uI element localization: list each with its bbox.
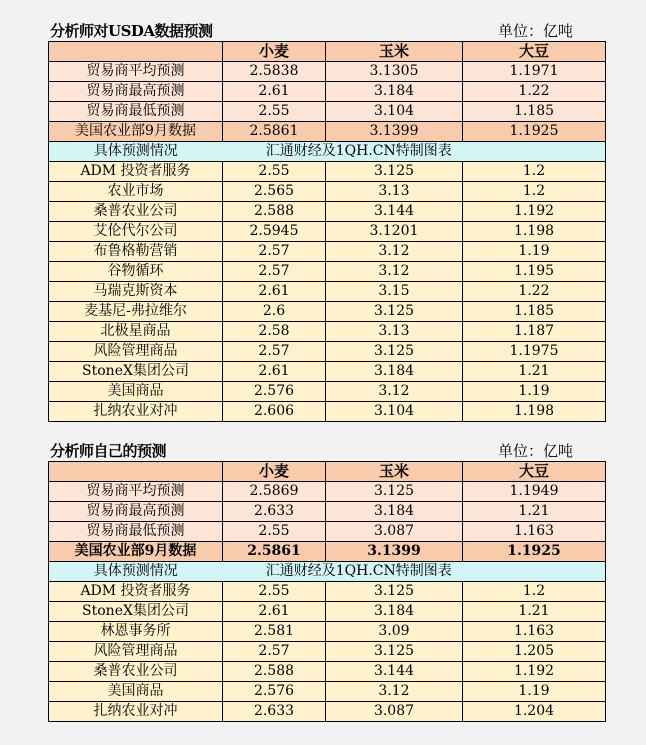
- cell-soybean: 1.187: [463, 322, 606, 342]
- cell-corn: 3.12: [326, 682, 463, 702]
- cell-wheat: 2.606: [223, 402, 326, 422]
- table-row: [49, 642, 606, 662]
- cell-corn: 3.184: [326, 362, 463, 382]
- info-left: 具体预测情况: [49, 142, 223, 162]
- header-soybean: 大豆: [463, 462, 606, 482]
- info-row: [49, 562, 606, 582]
- cell-soybean: 1.2: [463, 162, 606, 182]
- table-row: [49, 602, 606, 622]
- header-row: [49, 42, 606, 62]
- section-title-bar: [48, 442, 605, 461]
- usda-row: [49, 542, 606, 562]
- cell-wheat: 2.55: [223, 162, 326, 182]
- cell-wheat: 2.565: [223, 182, 326, 202]
- cell-label: ADM 投资者服务: [49, 582, 223, 602]
- cell-soybean: 1.185: [463, 102, 606, 122]
- summary-row: [49, 62, 606, 82]
- section-title: 分析师对USDA数据预测: [50, 22, 213, 40]
- cell-label: 林恩事务所: [49, 622, 223, 642]
- cell-corn: 3.104: [326, 102, 463, 122]
- cell-corn: 3.13: [326, 182, 463, 202]
- header-wheat: 小麦: [223, 42, 326, 62]
- cell-label: 贸易商最高预测: [49, 82, 223, 102]
- cell-corn: 3.104: [326, 402, 463, 422]
- table-row: [49, 662, 606, 682]
- table-row: [49, 702, 606, 722]
- cell-label: 美国商品: [49, 382, 223, 402]
- header-corn: 玉米: [326, 42, 463, 62]
- header-label: [49, 462, 223, 482]
- cell-corn: 3.125: [326, 582, 463, 602]
- cell-label: 美国农业部9月数据: [49, 122, 223, 142]
- cell-wheat: 2.633: [223, 502, 326, 522]
- cell-label: 马瑞克斯资本: [49, 282, 223, 302]
- cell-soybean: 1.21: [463, 362, 606, 382]
- cell-wheat: 2.57: [223, 342, 326, 362]
- summary-row: [49, 482, 606, 502]
- header-wheat: 小麦: [223, 462, 326, 482]
- cell-wheat: 2.57: [223, 262, 326, 282]
- cell-soybean: 1.19: [463, 242, 606, 262]
- cell-soybean: 1.198: [463, 402, 606, 422]
- info-source: 汇通财经及1QH.CN特制图表: [265, 143, 452, 159]
- cell-corn: 3.12: [326, 382, 463, 402]
- cell-label: 贸易商最低预测: [49, 522, 223, 542]
- cell-label: 麦基尼-弗拉维尔: [49, 302, 223, 322]
- header-corn: 玉米: [326, 462, 463, 482]
- cell-soybean: 1.19: [463, 382, 606, 402]
- cell-label: StoneX集团公司: [49, 602, 223, 622]
- cell-corn: 3.1305: [326, 62, 463, 82]
- table-row: [49, 622, 606, 642]
- cell-soybean: 1.21: [463, 602, 606, 622]
- cell-label: 桑普农业公司: [49, 662, 223, 682]
- cell-wheat: 2.633: [223, 702, 326, 722]
- cell-wheat: 2.5945: [223, 222, 326, 242]
- table-row: [49, 302, 606, 322]
- cell-corn: 3.1399: [326, 542, 463, 562]
- cell-label: 贸易商平均预测: [49, 62, 223, 82]
- cell-wheat: 2.5861: [223, 542, 326, 562]
- usda-row: [49, 122, 606, 142]
- table-row: [49, 242, 606, 262]
- section-title-bar: [48, 22, 605, 41]
- cell-corn: 3.184: [326, 82, 463, 102]
- cell-soybean: 1.192: [463, 662, 606, 682]
- cell-label: 扎纳农业对冲: [49, 402, 223, 422]
- header-soybean: 大豆: [463, 42, 606, 62]
- cell-wheat: 2.61: [223, 82, 326, 102]
- cell-soybean: 1.192: [463, 202, 606, 222]
- cell-wheat: 2.61: [223, 602, 326, 622]
- cell-wheat: 2.55: [223, 582, 326, 602]
- cell-label: 农业市场: [49, 182, 223, 202]
- table-row: [49, 342, 606, 362]
- cell-wheat: 2.5861: [223, 122, 326, 142]
- cell-corn: 3.087: [326, 522, 463, 542]
- table-row: [49, 262, 606, 282]
- cell-corn: 3.1399: [326, 122, 463, 142]
- cell-wheat: 2.57: [223, 242, 326, 262]
- info-row: [49, 142, 606, 162]
- cell-corn: 3.087: [326, 702, 463, 722]
- cell-wheat: 2.61: [223, 282, 326, 302]
- cell-soybean: 1.1949: [463, 482, 606, 502]
- cell-corn: 3.125: [326, 342, 463, 362]
- cell-wheat: 2.57: [223, 642, 326, 662]
- unit-label: 单位：亿吨: [497, 22, 573, 40]
- cell-wheat: 2.6: [223, 302, 326, 322]
- cell-corn: 3.184: [326, 602, 463, 622]
- table-row: [49, 682, 606, 702]
- cell-label: 北极星商品: [49, 322, 223, 342]
- cell-wheat: 2.55: [223, 102, 326, 122]
- cell-soybean: 1.22: [463, 82, 606, 102]
- forecast-section-2: [48, 442, 605, 722]
- cell-wheat: 2.5838: [223, 62, 326, 82]
- table-row: [49, 582, 606, 602]
- cell-corn: 3.125: [326, 162, 463, 182]
- cell-corn: 3.12: [326, 242, 463, 262]
- cell-soybean: 1.198: [463, 222, 606, 242]
- header-label: [49, 42, 223, 62]
- summary-row: [49, 522, 606, 542]
- cell-soybean: 1.1925: [463, 542, 606, 562]
- section-title: 分析师自己的预测: [50, 442, 167, 460]
- cell-wheat: 2.581: [223, 622, 326, 642]
- info-source: 汇通财经及1QH.CN特制图表: [265, 563, 452, 579]
- cell-soybean: 1.1975: [463, 342, 606, 362]
- cell-label: 风险管理商品: [49, 342, 223, 362]
- forecast-section-1: [48, 22, 605, 422]
- table-row: [49, 382, 606, 402]
- cell-label: 扎纳农业对冲: [49, 702, 223, 722]
- cell-corn: 3.09: [326, 622, 463, 642]
- header-row: [49, 462, 606, 482]
- cell-wheat: 2.576: [223, 682, 326, 702]
- cell-corn: 3.12: [326, 262, 463, 282]
- cell-label: 风险管理商品: [49, 642, 223, 662]
- cell-corn: 3.184: [326, 502, 463, 522]
- cell-label: 谷物循环: [49, 262, 223, 282]
- cell-wheat: 2.588: [223, 202, 326, 222]
- info-left: 具体预测情况: [49, 562, 223, 582]
- summary-row: [49, 82, 606, 102]
- table-row: [49, 402, 606, 422]
- table-row: [49, 282, 606, 302]
- cell-soybean: 1.2: [463, 582, 606, 602]
- unit-label: 单位：亿吨: [497, 442, 573, 460]
- cell-wheat: 2.5869: [223, 482, 326, 502]
- forecast-table: [48, 461, 606, 722]
- cell-soybean: 1.163: [463, 522, 606, 542]
- cell-label: 贸易商平均预测: [49, 482, 223, 502]
- cell-wheat: 2.576: [223, 382, 326, 402]
- cell-soybean: 1.204: [463, 702, 606, 722]
- summary-row: [49, 102, 606, 122]
- cell-soybean: 1.195: [463, 262, 606, 282]
- cell-corn: 3.125: [326, 482, 463, 502]
- info-right: [223, 562, 606, 582]
- cell-corn: 3.125: [326, 642, 463, 662]
- cell-label: 贸易商最低预测: [49, 102, 223, 122]
- cell-corn: 3.1201: [326, 222, 463, 242]
- cell-label: 贸易商最高预测: [49, 502, 223, 522]
- cell-corn: 3.125: [326, 302, 463, 322]
- cell-label: 布鲁格勒营销: [49, 242, 223, 262]
- cell-corn: 3.13: [326, 322, 463, 342]
- cell-wheat: 2.588: [223, 662, 326, 682]
- table-row: [49, 182, 606, 202]
- table-row: [49, 162, 606, 182]
- cell-soybean: 1.205: [463, 642, 606, 662]
- cell-label: 美国商品: [49, 682, 223, 702]
- cell-soybean: 1.22: [463, 282, 606, 302]
- table-row: [49, 362, 606, 382]
- cell-soybean: 1.163: [463, 622, 606, 642]
- cell-corn: 3.144: [326, 662, 463, 682]
- summary-row: [49, 502, 606, 522]
- cell-soybean: 1.19: [463, 682, 606, 702]
- table-row: [49, 322, 606, 342]
- cell-soybean: 1.1925: [463, 122, 606, 142]
- cell-label: 桑普农业公司: [49, 202, 223, 222]
- cell-soybean: 1.2: [463, 182, 606, 202]
- table-row: [49, 202, 606, 222]
- info-right: [223, 142, 606, 162]
- cell-wheat: 2.55: [223, 522, 326, 542]
- cell-label: 艾伦代尔公司: [49, 222, 223, 242]
- cell-label: ADM 投资者服务: [49, 162, 223, 182]
- table-row: [49, 222, 606, 242]
- cell-soybean: 1.185: [463, 302, 606, 322]
- cell-wheat: 2.61: [223, 362, 326, 382]
- cell-corn: 3.144: [326, 202, 463, 222]
- forecast-table: [48, 41, 606, 422]
- cell-soybean: 1.21: [463, 502, 606, 522]
- cell-corn: 3.15: [326, 282, 463, 302]
- cell-soybean: 1.1971: [463, 62, 606, 82]
- cell-label: 美国农业部9月数据: [49, 542, 223, 562]
- cell-wheat: 2.58: [223, 322, 326, 342]
- cell-label: StoneX集团公司: [49, 362, 223, 382]
